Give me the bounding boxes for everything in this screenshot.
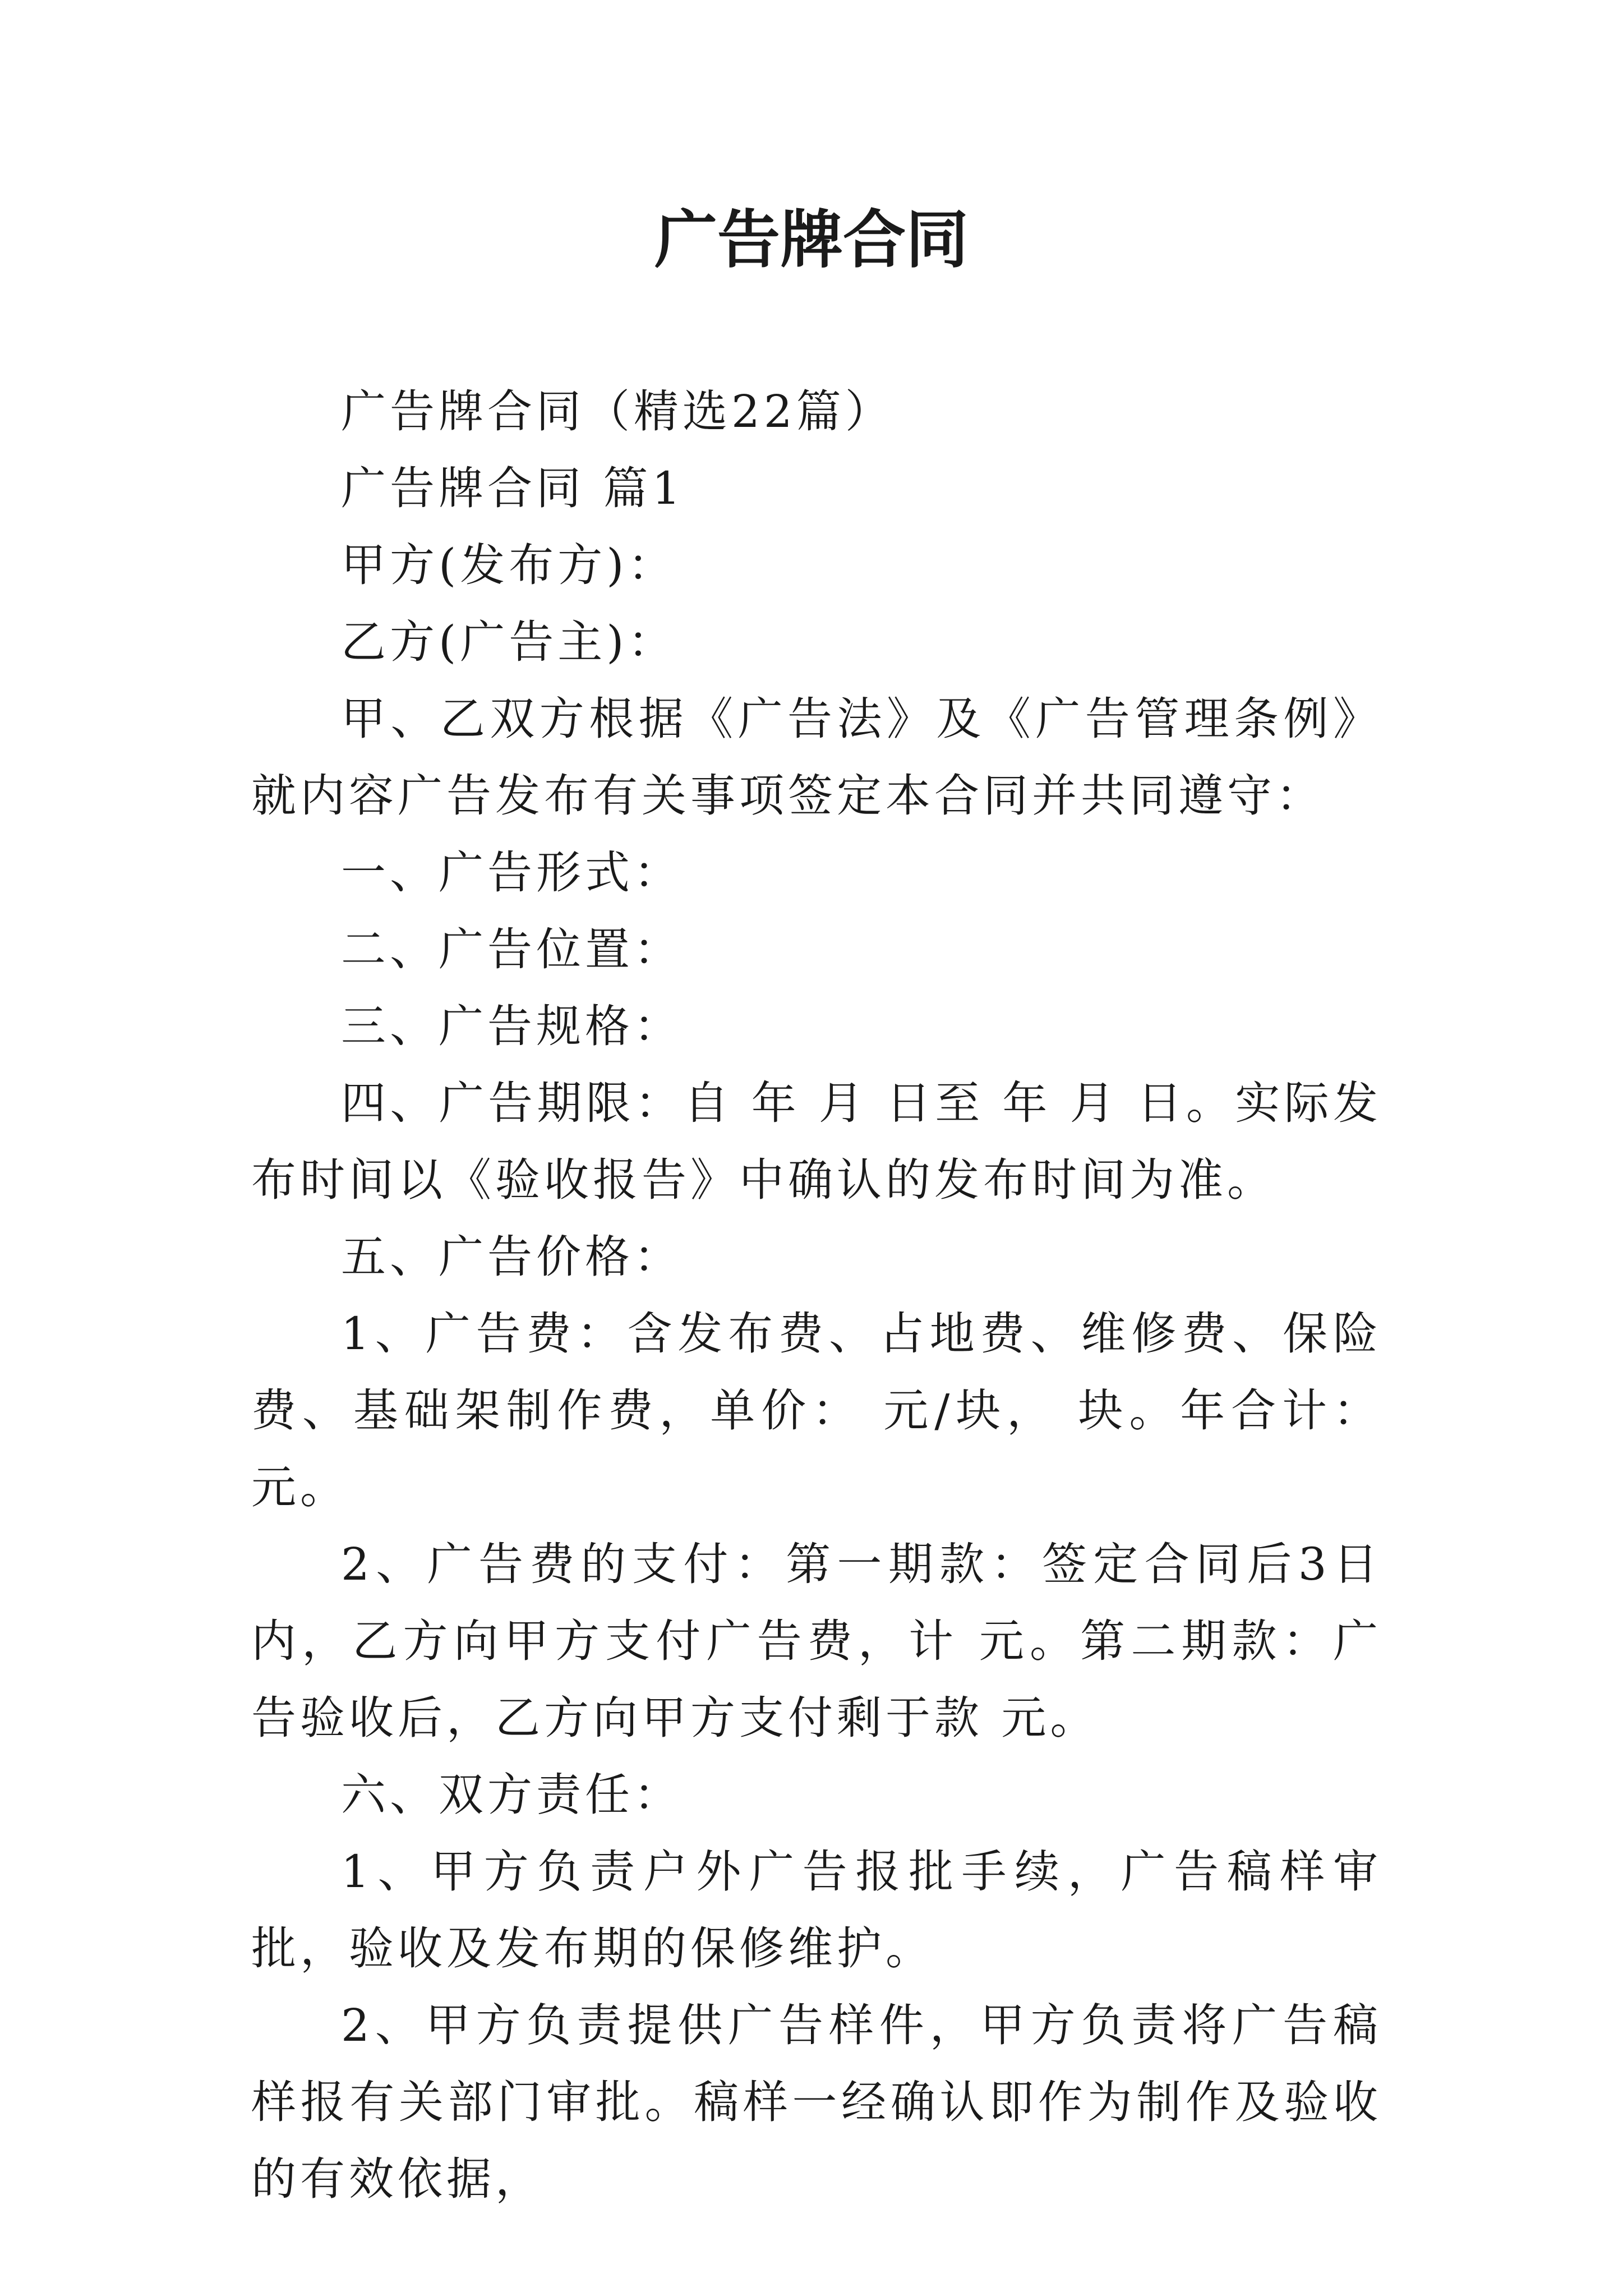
- paragraph: 一、广告形式：: [341, 846, 683, 899]
- paragraph: 2、甲方负责提供广告样件，甲方负责将广告稿样报有关部门审批。稿样一经确认即作为制作及验收的有效依据，: [251, 1999, 1382, 2205]
- paragraph: 广告牌合同（精选22篇）: [341, 385, 894, 438]
- paragraph: 三、广告规格：: [341, 1000, 683, 1052]
- document-body: [251, 373, 1382, 2217]
- paragraph: 1、广告费：含发布费、占地费、维修费、保险费、基础架制作费，单价： 元/块， 块。年合计： 元。: [251, 1308, 1382, 1513]
- paragraph: 2、广告费的支付：第一期款：签定合同后3日内，乙方向甲方支付广告费，计 元。第二期款：广告验收后，乙方向甲方支付剩于款 元。: [251, 1538, 1382, 1744]
- paragraph: 六、双方责任：: [341, 1769, 683, 1821]
- paragraph: 广告牌合同 篇1: [341, 462, 685, 514]
- document-title: 广告牌合同: [654, 203, 969, 277]
- paragraph: 1、甲方负责户外广告报批手续，广告稿样审批，验收及发布期的保修维护。: [251, 1846, 1382, 1975]
- paragraph: 甲方(发布方)：: [341, 539, 677, 591]
- paragraph: 五、广告价格：: [341, 1231, 683, 1283]
- paragraph: 二、广告位置：: [341, 923, 683, 976]
- paragraph: 四、广告期限：自 年 月 日至 年 月 日。实际发布时间以《验收报告》中确认的发布时间为准。: [251, 1077, 1382, 1206]
- paragraph: 甲、乙双方根据《广告法》及《广告管理条例》就内容广告发布有关事项签定本合同并共同遵守：: [251, 693, 1382, 822]
- paragraph: 乙方(广告主)：: [341, 616, 677, 668]
